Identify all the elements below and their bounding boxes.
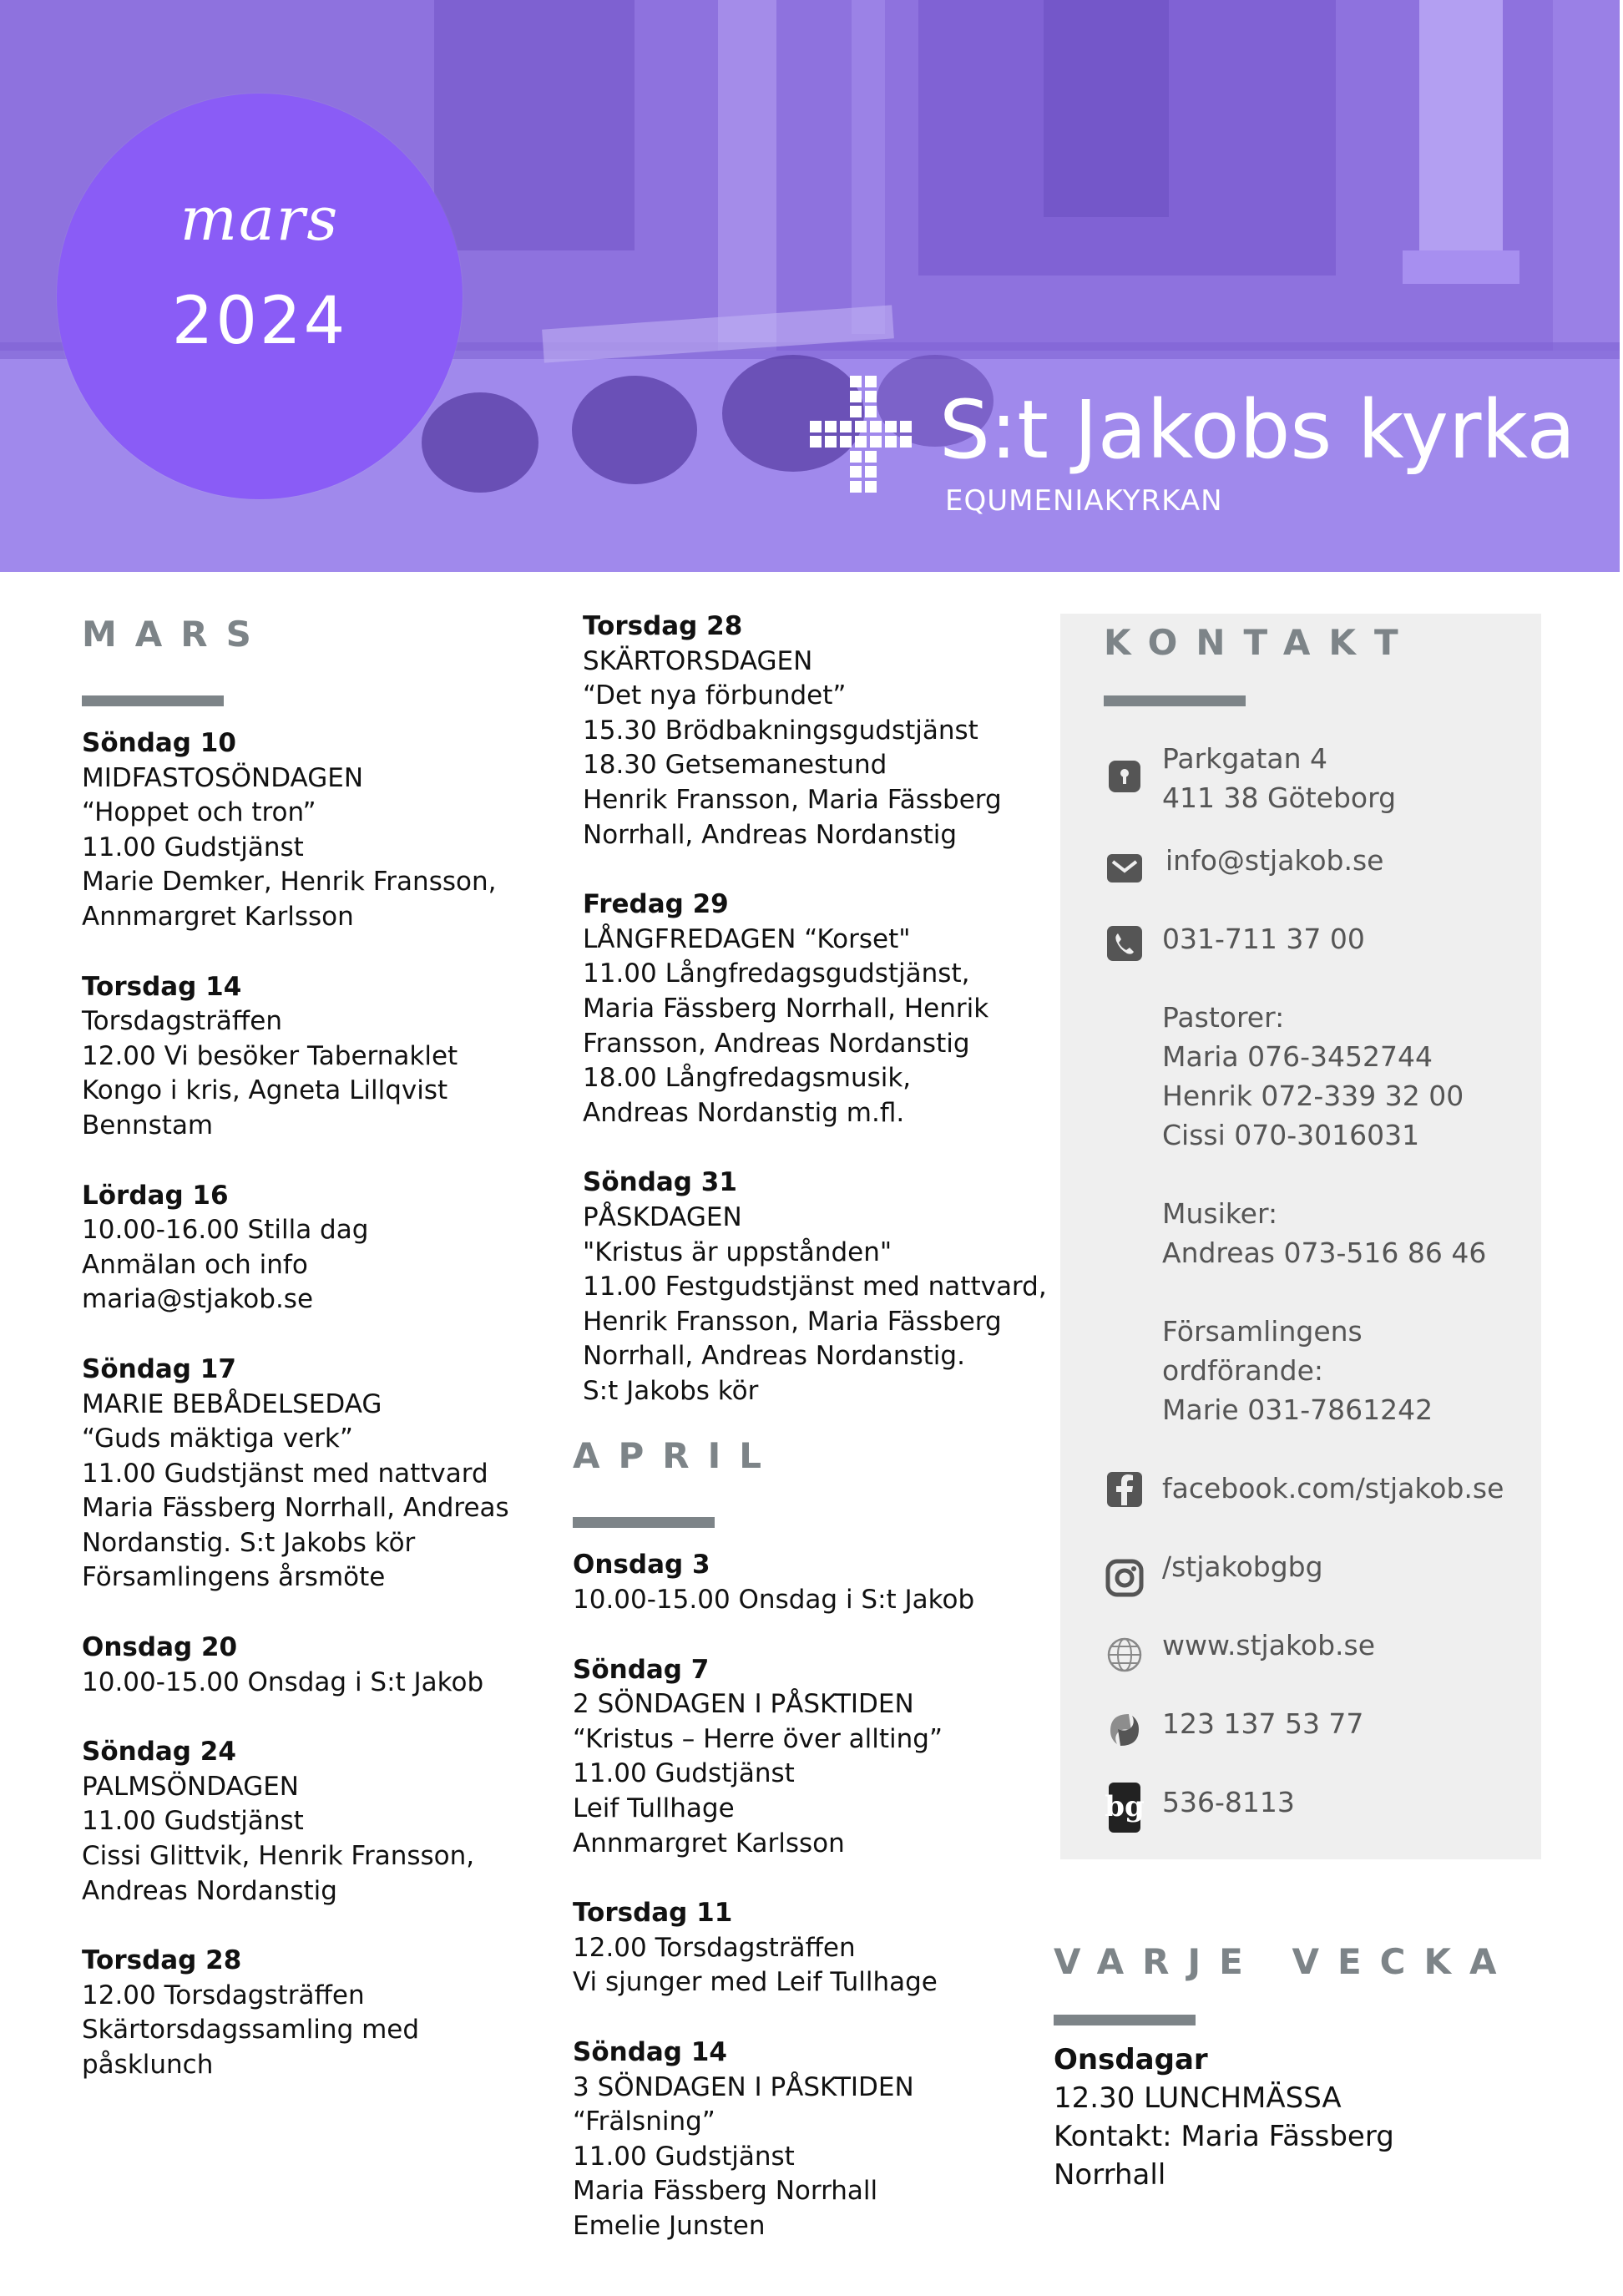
instagram-handle[interactable]: /stjakobgbg — [1162, 1550, 1323, 1583]
event-line: LÅNGFREDAGEN “Korset" — [583, 923, 911, 954]
event-line: Annmargret Karlsson — [573, 1828, 845, 1859]
event-line: Vi sjunger med Leif Tullhage — [573, 1967, 938, 1998]
svg-text:bg: bg — [1105, 1790, 1145, 1823]
event-line: 2 SÖNDAGEN I PÅSKTIDEN — [573, 1689, 914, 1720]
event-item — [573, 1896, 1050, 2000]
event-line: Cissi Glittvik, Henrik Fransson, — [82, 1841, 475, 1872]
section-title-april: APRIL — [573, 1435, 781, 1477]
cross-logo-icon — [810, 376, 918, 493]
month-label: mars — [179, 184, 340, 254]
website-link[interactable]: www.stjakob.se — [1162, 1629, 1376, 1661]
event-item — [583, 888, 1050, 1130]
event-line: 3 SÖNDAGEN I PÅSKTIDEN — [573, 2071, 914, 2102]
event-item — [573, 1653, 1050, 1862]
brand-name: S:t Jakobs kyrka — [939, 383, 1576, 477]
mars-continued-event-list — [583, 609, 1050, 1408]
event-line: 12.00 Vi besöker Tabernaklet — [82, 1040, 458, 1071]
section-title-varje-vecka: VARJE VECKA — [1054, 1941, 1515, 1982]
event-day: Söndag 17 — [82, 1353, 236, 1384]
event-line: 18.00 Långfredagsmusik, — [583, 1063, 912, 1094]
musician-andreas: Andreas 073-516 86 46 — [1162, 1237, 1487, 1269]
mars-event-list — [82, 726, 549, 2083]
chair-label-line2: ordförande: — [1162, 1354, 1324, 1387]
event-item — [82, 1179, 549, 1317]
event-line: Leif Tullhage — [573, 1793, 735, 1824]
brand-subtitle: EQUMENIAKYRKAN — [945, 484, 1223, 518]
event-line: Nordanstig. S:t Jakobs kör — [82, 1527, 416, 1558]
weekly-line3: Norrhall — [1054, 2158, 1166, 2192]
chair-label-line1: Församlingens — [1162, 1315, 1363, 1348]
event-line: Maria Fässberg Norrhall — [573, 2176, 878, 2207]
event-line: “Guds mäktiga verk” — [82, 1424, 353, 1454]
event-line: Henrik Fransson, Maria Fässberg — [583, 784, 1002, 815]
event-item — [82, 726, 549, 935]
april-event-list — [573, 1548, 1050, 2243]
event-item — [573, 1548, 1050, 1617]
chair-marie: Marie 031-7861242 — [1162, 1393, 1433, 1426]
weekly-line2: Kontakt: Maria Fässberg — [1054, 2120, 1394, 2153]
header-banner — [0, 0, 1620, 572]
event-line: “Kristus – Herre över allting” — [573, 1723, 943, 1754]
event-line: MIDFASTOSÖNDAGEN — [82, 762, 364, 793]
year-label: 2024 — [171, 284, 348, 359]
event-line: MARIE BEBÅDELSEDAG — [82, 1388, 382, 1419]
section-title-kontakt: KONTAKT — [1104, 622, 1417, 663]
event-line: Kongo i kris, Agneta Lillqvist — [82, 1075, 448, 1106]
mars-april-column — [573, 609, 1050, 2279]
event-item — [82, 1944, 549, 2082]
event-line: 11.00 Gudstjänst — [573, 1758, 795, 1789]
event-line: S:t Jakobs kör — [583, 1375, 759, 1406]
facebook-link[interactable]: facebook.com/stjakob.se — [1162, 1472, 1504, 1505]
event-day: Torsdag 14 — [82, 971, 242, 1002]
event-day: Söndag 14 — [573, 2037, 727, 2067]
event-line: 10.00-15.00 Onsdag i S:t Jakob — [573, 1585, 975, 1616]
event-line: "Kristus är uppstånden" — [583, 1237, 892, 1267]
section-rule — [1104, 695, 1246, 706]
location-pin-icon — [1104, 756, 1145, 797]
event-line: Skärtorsdagssamling med — [82, 2015, 420, 2046]
event-line: Torsdagsträffen — [82, 1006, 283, 1037]
event-day: Torsdag 28 — [82, 1945, 242, 1976]
event-day: Söndag 10 — [82, 728, 236, 758]
event-line: Maria Fässberg Norrhall, Andreas — [82, 1493, 509, 1524]
weekly-day: Onsdagar — [1054, 2043, 1208, 2076]
event-item — [82, 1353, 549, 1596]
bankgiro-icon — [1104, 1783, 1145, 1833]
event-line: 15.30 Brödbakningsgudstjänst — [583, 715, 978, 746]
event-day: Fredag 29 — [583, 889, 729, 920]
event-line: “Frälsning” — [573, 2106, 715, 2137]
event-item — [573, 2036, 1050, 2244]
event-item — [82, 1631, 549, 1700]
facebook-icon — [1104, 1469, 1145, 1510]
event-line: Andreas Nordanstig — [82, 1875, 337, 1906]
event-line: Bennstam — [82, 1110, 214, 1140]
event-item — [583, 1166, 1050, 1408]
event-line: Norrhall, Andreas Nordanstig. — [583, 1341, 965, 1372]
event-line: 11.00 Gudstjänst — [82, 832, 304, 862]
event-line: 10.00-16.00 Stilla dag — [82, 1215, 369, 1246]
event-line: “Hoppet och tron” — [82, 797, 316, 828]
event-line: Fransson, Andreas Nordanstig — [583, 1028, 970, 1059]
event-line: Emelie Junsten — [573, 2210, 766, 2241]
event-line: maria@stjakob.se — [82, 1284, 314, 1315]
event-line: 12.00 Torsdagsträffen — [573, 1932, 856, 1963]
event-day: Onsdag 20 — [82, 1632, 238, 1663]
phone-icon — [1104, 923, 1145, 964]
event-line: 12.00 Torsdagsträffen — [82, 1980, 365, 2010]
mail-icon — [1104, 847, 1145, 889]
event-line: 18.30 Getsemanestund — [583, 750, 887, 781]
musicians-label: Musiker: — [1162, 1197, 1278, 1230]
event-line: Anmälan och info — [82, 1249, 308, 1280]
event-day: Söndag 31 — [583, 1167, 737, 1198]
event-line: 11.00 Gudstjänst med nattvard — [82, 1458, 488, 1489]
event-item — [82, 1735, 549, 1909]
event-line: “Det nya förbundet” — [583, 680, 847, 711]
date-circle — [57, 94, 463, 499]
mars-column — [82, 614, 549, 2118]
globe-icon — [1104, 1634, 1145, 1676]
section-rule — [573, 1517, 715, 1528]
bankgiro-number: 536-8113 — [1162, 1786, 1295, 1818]
event-line: Maria Fässberg Norrhall, Henrik — [583, 993, 989, 1024]
event-day: Lördag 16 — [82, 1180, 229, 1211]
phone-number[interactable]: 031-711 37 00 — [1162, 923, 1365, 955]
event-day: Onsdag 3 — [573, 1550, 710, 1580]
event-line: Församlingens årsmöte — [82, 1562, 386, 1593]
event-line: SKÄRTORSDAGEN — [583, 645, 813, 676]
event-line: 11.00 Festgudstjänst med nattvard, — [583, 1272, 1047, 1302]
event-day: Söndag 24 — [82, 1737, 236, 1768]
address-line2: 411 38 Göteborg — [1162, 781, 1397, 814]
event-line: 11.00 Gudstjänst — [82, 1806, 304, 1837]
event-item — [583, 609, 1050, 852]
event-line: Norrhall, Andreas Nordanstig — [583, 819, 958, 850]
address-line1: Parkgatan 4 — [1162, 742, 1328, 775]
section-title-mars: MARS — [82, 614, 270, 655]
event-line: 10.00-15.00 Onsdag i S:t Jakob — [82, 1666, 484, 1697]
pastor-maria: Maria 076-3452744 — [1162, 1040, 1433, 1073]
event-line: Andreas Nordanstig m.fl. — [583, 1097, 905, 1128]
event-day: Torsdag 11 — [573, 1898, 733, 1929]
event-line: Henrik Fransson, Maria Fässberg — [583, 1306, 1002, 1337]
event-day: Torsdag 28 — [583, 611, 743, 641]
section-rule — [82, 695, 224, 706]
swish-icon — [1104, 1709, 1145, 1751]
event-line: PÅSKDAGEN — [583, 1201, 742, 1232]
swish-number: 123 137 53 77 — [1162, 1707, 1364, 1740]
event-line: Annmargret Karlsson — [82, 901, 354, 932]
event-line: 11.00 Gudstjänst — [573, 2141, 795, 2172]
weekly-body — [1054, 2041, 1588, 2194]
instagram-icon — [1104, 1557, 1145, 1599]
weekly-line1: 12.30 LUNCHMÄSSA — [1054, 2081, 1342, 2115]
event-line: påsklunch — [82, 2050, 214, 2080]
contact-box — [1060, 614, 1541, 1859]
pastors-label: Pastorer: — [1162, 1001, 1285, 1034]
event-line: Marie Demker, Henrik Fransson, — [82, 867, 497, 898]
pastor-cissi: Cissi 070-3016031 — [1162, 1119, 1420, 1151]
event-day: Söndag 7 — [573, 1654, 710, 1685]
event-item — [82, 970, 549, 1144]
section-rule — [1054, 2015, 1196, 2025]
event-line: 11.00 Långfredagsgudstjänst, — [583, 958, 970, 989]
pastor-henrik: Henrik 072-339 32 00 — [1162, 1080, 1464, 1112]
event-line: PALMSÖNDAGEN — [82, 1771, 299, 1802]
weekly-section — [1054, 1941, 1588, 2194]
email-link[interactable]: info@stjakob.se — [1165, 844, 1384, 877]
